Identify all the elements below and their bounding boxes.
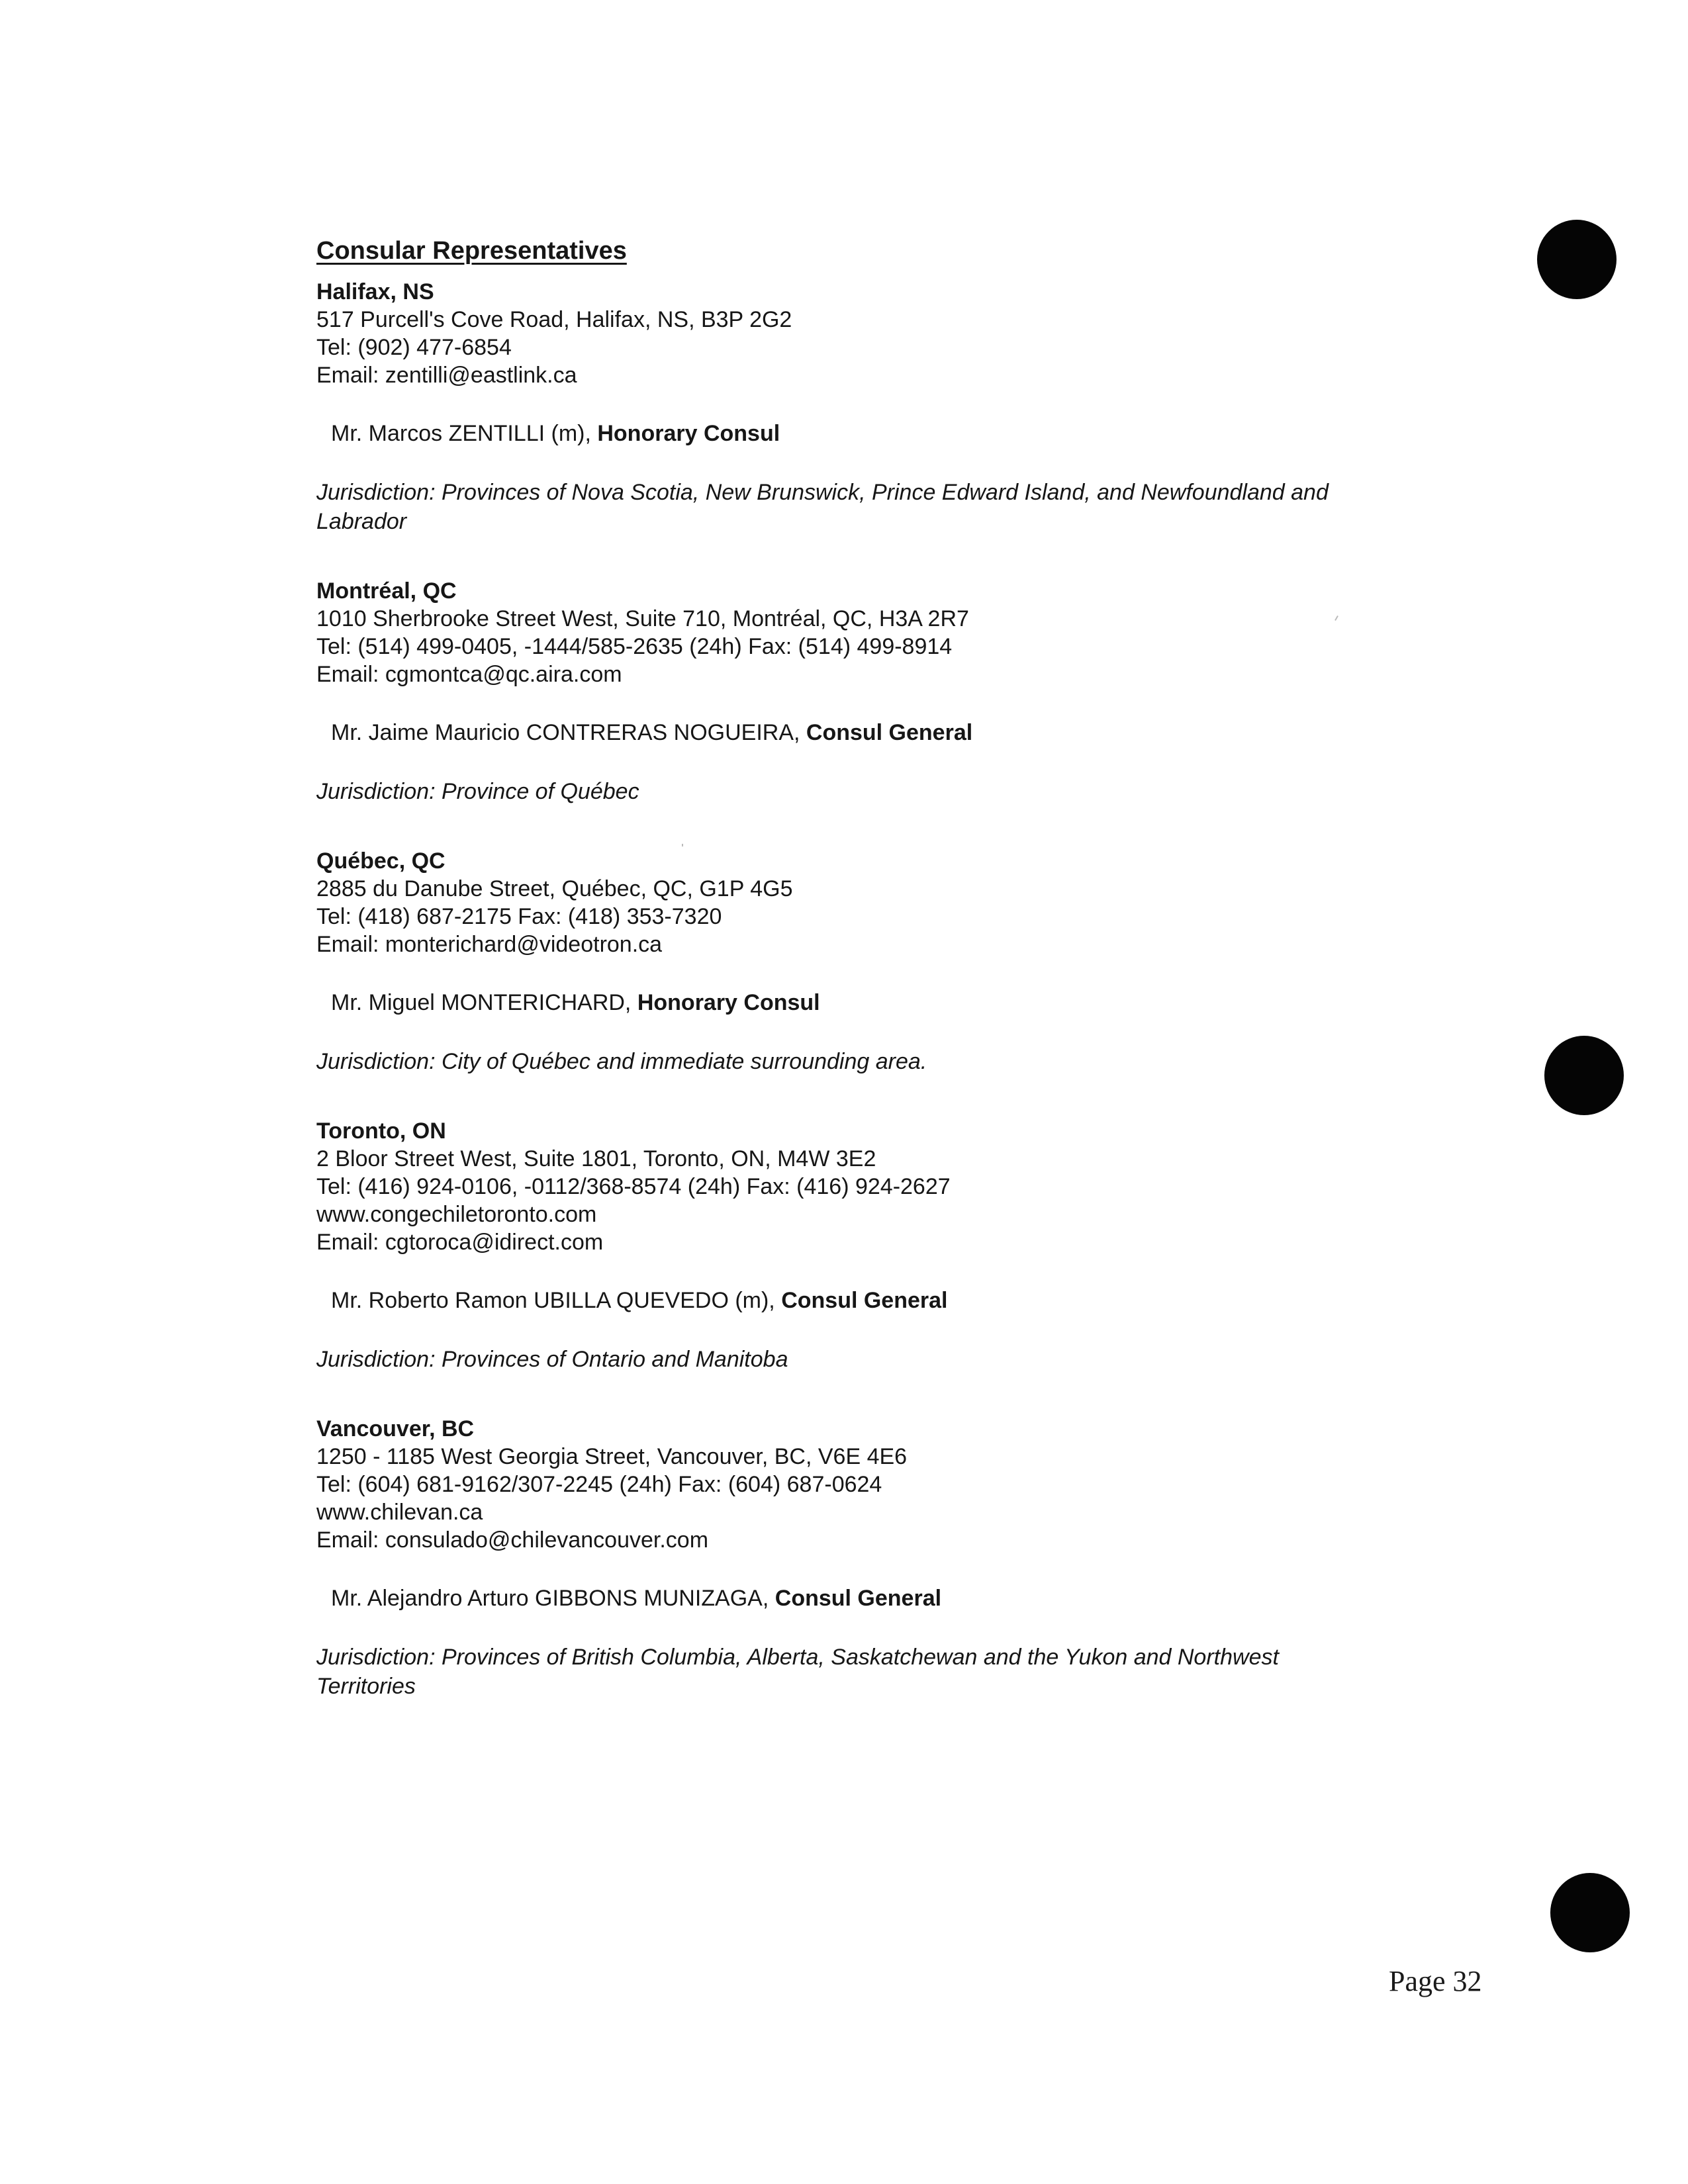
phone-line: Tel: (418) 687-2175 Fax: (418) 353-7320 (316, 904, 722, 929)
rep-title: Consul General (806, 720, 973, 745)
document-body (316, 236, 1402, 1742)
representative (331, 420, 1402, 447)
office-vancouver (316, 1415, 1402, 1701)
representative (331, 1287, 1402, 1314)
office-city: Halifax, NS (316, 279, 434, 304)
office-city: Montréal, QC (316, 578, 457, 604)
jurisdiction: Jurisdiction: Provinces of Ontario and Manitoba (316, 1347, 788, 1372)
phone-line: Tel: (514) 499-0405, -1444/585-2635 (24h) Fax: (514) 499-8914 (316, 634, 953, 659)
jurisdiction: Jurisdiction: City of Québec and immediate surrounding area. (316, 1049, 927, 1074)
rep-title: Honorary Consul (597, 421, 780, 446)
office-montreal (316, 577, 1402, 806)
address-line: 2885 du Danube Street, Québec, QC, G1P 4G5 (316, 876, 793, 901)
phone-line: Tel: (604) 681-9162/307-2245 (24h) Fax: (604) 687-0624 (316, 1472, 882, 1497)
office-quebec (316, 847, 1402, 1076)
office-city: Toronto, ON (316, 1118, 446, 1144)
rep-title: Honorary Consul (637, 990, 820, 1015)
punch-hole-middle (1544, 1036, 1624, 1115)
email-line: Email: monterichard@videotron.ca (316, 932, 663, 957)
representative (331, 719, 1402, 747)
rep-name: Mr. Jaime Mauricio CONTRERAS NOGUEIRA, (331, 720, 806, 745)
scan-speck (682, 844, 683, 846)
page-number: Page 32 (1389, 1965, 1482, 1997)
rep-name: Mr. Roberto Ramon UBILLA QUEVEDO (m), (331, 1288, 782, 1313)
rep-title: Consul General (774, 1586, 942, 1611)
office-toronto (316, 1117, 1402, 1374)
phone-line: Tel: (902) 477-6854 (316, 335, 512, 360)
rep-name: Mr. Miguel MONTERICHARD, (331, 990, 637, 1015)
rep-title: Consul General (781, 1288, 948, 1313)
office-city: Québec, QC (316, 848, 445, 874)
jurisdiction: Jurisdiction: Province of Québec (316, 779, 639, 804)
rep-name: Mr. Marcos ZENTILLI (m), (331, 421, 598, 446)
representative (331, 1584, 1402, 1612)
representative (331, 989, 1402, 1017)
email-line: Email: cgmontca@qc.aira.com (316, 662, 622, 687)
email-line: Email: cgtoroca@idirect.com (316, 1230, 604, 1255)
address-line: 1250 - 1185 West Georgia Street, Vancouver, BC, V6E 4E6 (316, 1444, 908, 1469)
address-line: 2 Bloor Street West, Suite 1801, Toronto, ON, M4W 3E2 (316, 1146, 876, 1171)
email-line: Email: zentilli@eastlink.ca (316, 363, 577, 388)
office-city: Vancouver, BC (316, 1416, 475, 1441)
punch-hole-top (1537, 220, 1617, 299)
address-line: 517 Purcell's Cove Road, Halifax, NS, B3P 2G2 (316, 307, 792, 332)
office-halifax (316, 278, 1402, 536)
rep-name: Mr. Alejandro Arturo GIBBONS MUNIZAGA, (331, 1586, 775, 1611)
phone-line: Tel: (416) 924-0106, -0112/368-8574 (24h) Fax: (416) 924-2627 (316, 1174, 951, 1199)
website-line: www.chilevan.ca (316, 1500, 483, 1525)
address-line: 1010 Sherbrooke Street West, Suite 710, Montréal, QC, H3A 2R7 (316, 606, 969, 631)
punch-hole-bottom (1550, 1873, 1630, 1952)
section-heading: Consular Representatives (316, 237, 627, 265)
email-line: Email: consulado@chilevancouver.com (316, 1527, 709, 1553)
jurisdiction: Jurisdiction: Provinces of Nova Scotia, New Brunswick, Prince Edward Island, and Newfoundland and Labrador (316, 480, 1329, 534)
jurisdiction: Jurisdiction: Provinces of British Columbia, Alberta, Saskatchewan and the Yukon and Northwest Territories (316, 1645, 1279, 1699)
website-line: www.congechiletoronto.com (316, 1202, 597, 1227)
